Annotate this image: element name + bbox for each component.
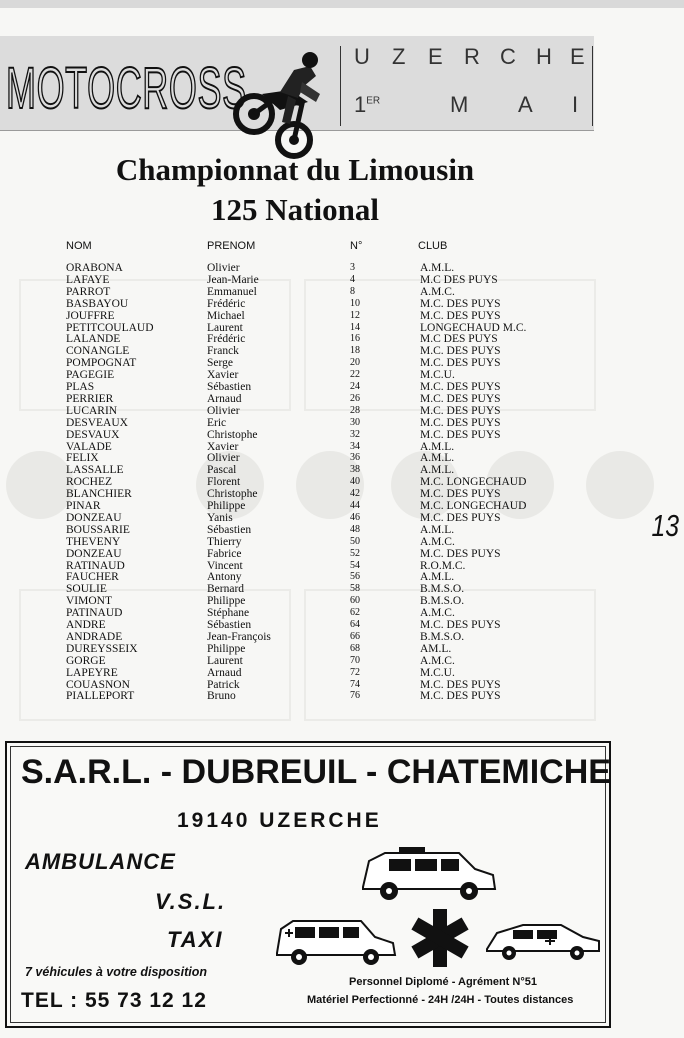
rider-number: 22 xyxy=(350,369,360,381)
ambulance-advertisement xyxy=(5,741,611,1028)
taxi-car-icon xyxy=(483,919,603,965)
rider-club: M.C. DES PUYS xyxy=(420,416,501,429)
result-row xyxy=(0,429,600,441)
rider-number: 52 xyxy=(350,547,360,559)
rider-surname: PLAS xyxy=(66,381,95,393)
rider-club: M.C DES PUYS xyxy=(420,273,498,286)
month-letter: I xyxy=(572,92,579,117)
rider-number: 66 xyxy=(350,630,360,642)
rider-club: M.C.U. xyxy=(420,666,455,679)
rider-number: 54 xyxy=(350,559,360,571)
rider-firstname: Xavier xyxy=(207,440,239,453)
rider-number: 44 xyxy=(350,500,360,511)
result-row xyxy=(0,310,600,322)
rider-number: 18 xyxy=(350,345,360,357)
result-row xyxy=(0,667,600,679)
rider-club: M.C. DES PUYS xyxy=(420,511,501,524)
result-row xyxy=(0,405,600,417)
rider-surname: RATINAUD xyxy=(66,559,125,572)
rider-firstname: Olivier xyxy=(207,404,240,417)
ad-equipment: Matériel Perfectionné - 24H /24H - Toutes distances xyxy=(307,994,574,1006)
rider-firstname: Philippe xyxy=(207,642,246,655)
rider-firstname: Christophe xyxy=(207,488,258,501)
rider-surname: POMPOGNAT xyxy=(66,357,137,370)
rider-number: 36 xyxy=(350,452,360,464)
rider-surname: ORABONA xyxy=(66,262,123,274)
rider-club: R.O.M.C. xyxy=(420,559,466,572)
rider-number: 76 xyxy=(350,690,360,702)
rider-number: 30 xyxy=(350,416,360,428)
rider-surname: DESVEAUX xyxy=(66,416,128,429)
month-letter: A xyxy=(518,92,533,117)
column-header-nom: NOM xyxy=(66,240,92,252)
rider-club: M.C. DES PUYS xyxy=(420,488,501,501)
rider-number: 50 xyxy=(350,535,360,547)
rider-club: A.M.C. xyxy=(420,654,455,667)
rider-number: 20 xyxy=(350,357,360,369)
ad-service-vsl: V.S.L. xyxy=(155,889,227,914)
result-row xyxy=(0,607,600,619)
town-name xyxy=(352,44,588,74)
page-number: 13 xyxy=(651,508,680,543)
rider-club: M.C. DES PUYS xyxy=(420,381,501,393)
rider-number: 58 xyxy=(350,583,360,595)
town-letter: Z xyxy=(392,44,406,69)
rider-club: M.C. DES PUYS xyxy=(420,619,501,631)
rider-surname: COUASNON xyxy=(66,678,130,691)
rider-number: 28 xyxy=(350,404,360,416)
rider-surname: JOUFFRE xyxy=(66,309,115,322)
ad-vehicles: 7 véhicules à votre disposition xyxy=(25,965,208,979)
rider-number: 3 xyxy=(350,262,355,273)
rider-firstname: Philippe xyxy=(207,595,246,608)
rider-club: A.M.L. xyxy=(420,262,455,274)
rider-number: 46 xyxy=(350,511,360,523)
rider-surname: FAUCHER xyxy=(66,571,119,584)
rider-club: M.C.U. xyxy=(420,369,455,382)
rider-number: 14 xyxy=(350,321,360,333)
rider-club: A.M.C. xyxy=(420,285,455,298)
rider-club: M.C. DES PUYS xyxy=(420,297,501,310)
rider-surname: CONANGLE xyxy=(66,345,130,358)
rider-firstname: Florent xyxy=(207,476,241,489)
rider-number: 68 xyxy=(350,642,360,654)
rider-number: 34 xyxy=(350,440,360,452)
rider-firstname: Frédéric xyxy=(207,297,246,310)
result-row xyxy=(0,333,600,345)
rider-number: 26 xyxy=(350,392,360,404)
rider-firstname: Arnaud xyxy=(207,392,242,405)
town-letter: U xyxy=(354,44,370,69)
result-row xyxy=(0,631,600,643)
rider-firstname: Jean-Marie xyxy=(207,273,259,286)
rider-surname: DONZEAU xyxy=(66,547,122,560)
result-row xyxy=(0,690,600,702)
result-row xyxy=(0,643,600,655)
result-row xyxy=(0,381,600,393)
ad-company-name: S.A.R.L. - DUBREUIL - CHATEMICHE xyxy=(21,753,611,791)
town-letter: C xyxy=(500,44,516,69)
rider-surname: BASBAYOU xyxy=(66,297,129,310)
vsl-car-icon xyxy=(273,913,399,973)
rider-firstname: Philippe xyxy=(207,500,246,512)
rider-surname: VALADE xyxy=(66,440,112,453)
date-suffix: ER xyxy=(366,95,381,107)
rider-number: 38 xyxy=(350,464,360,476)
rider-surname: PIALLEPORT xyxy=(66,690,135,703)
rider-number: 56 xyxy=(350,571,360,583)
rider-firstname: Patrick xyxy=(207,678,240,691)
rider-number: 72 xyxy=(350,666,360,678)
result-row xyxy=(0,595,600,607)
rider-surname: LAFAYE xyxy=(66,273,110,286)
month-letter: M xyxy=(450,92,469,117)
rider-surname: PETITCOULAUD xyxy=(66,321,154,334)
result-row xyxy=(0,345,600,357)
rider-club: M.C. DES PUYS xyxy=(420,428,501,441)
rider-firstname: Laurent xyxy=(207,321,243,334)
ambulance-car-icon xyxy=(359,843,499,909)
rider-surname: ANDRE xyxy=(66,619,106,631)
rider-club: M.C. DES PUYS xyxy=(420,404,501,417)
rider-surname: PAGEGIE xyxy=(66,369,115,382)
town-letter: H xyxy=(536,44,552,69)
ad-city: 19140 UZERCHE xyxy=(177,809,382,832)
rider-firstname: Serge xyxy=(207,357,233,370)
result-row xyxy=(0,619,600,631)
result-row xyxy=(0,393,600,405)
rider-surname: LUCARIN xyxy=(66,404,118,417)
rider-surname: ROCHEZ xyxy=(66,476,112,489)
result-row xyxy=(0,357,600,369)
rider-surname: DESVAUX xyxy=(66,428,120,441)
ad-service-taxi: TAXI xyxy=(167,927,224,952)
rider-surname: VIMONT xyxy=(66,595,112,608)
category-title: 125 National xyxy=(211,192,379,227)
ad-telephone: TEL : 55 73 12 12 xyxy=(21,989,207,1012)
rider-surname: PINAR xyxy=(66,500,101,512)
rider-firstname: Olivier xyxy=(207,452,240,465)
result-row xyxy=(0,500,600,512)
rider-club: M.C. DES PUYS xyxy=(420,678,501,691)
rider-firstname: Arnaud xyxy=(207,666,242,679)
rider-firstname: Stéphane xyxy=(207,607,250,620)
rider-surname: SOULIE xyxy=(66,583,107,596)
rider-number: 62 xyxy=(350,607,360,619)
rider-surname: PERRIER xyxy=(66,392,114,405)
column-header-club: CLUB xyxy=(418,240,448,252)
result-row xyxy=(0,571,600,583)
top-edge xyxy=(0,0,684,8)
rider-club: A.M.L. xyxy=(420,452,455,465)
result-row xyxy=(0,560,600,572)
rider-club: A.M.C. xyxy=(420,535,455,548)
rider-surname: DONZEAU xyxy=(66,511,122,524)
rider-number: 32 xyxy=(350,428,360,440)
rider-firstname: Emmanuel xyxy=(207,285,257,298)
ad-service-ambulance: AMBULANCE xyxy=(25,849,176,874)
rider-number: 42 xyxy=(350,488,360,500)
rider-club: M.C DES PUYS xyxy=(420,333,498,346)
event-date xyxy=(352,92,588,122)
result-row xyxy=(0,322,600,334)
result-row xyxy=(0,464,600,476)
rider-firstname: Bruno xyxy=(207,690,236,703)
header-divider xyxy=(340,46,341,126)
rider-number: 60 xyxy=(350,595,360,607)
rider-club: M.C. DES PUYS xyxy=(420,309,501,322)
rider-club: M.C. DES PUYS xyxy=(420,690,501,703)
rider-surname: DUREYSSEIX xyxy=(66,642,138,655)
rider-club: M.C. LONGECHAUD xyxy=(420,500,527,512)
result-row xyxy=(0,274,600,286)
rider-club: M.C. DES PUYS xyxy=(420,345,501,358)
championship-title: Championnat du Limousin xyxy=(115,152,475,187)
result-row xyxy=(0,369,600,381)
result-row xyxy=(0,536,600,548)
rider-number: 12 xyxy=(350,309,360,321)
result-row xyxy=(0,583,600,595)
result-row xyxy=(0,417,600,429)
rider-firstname: Christophe xyxy=(207,428,258,441)
rider-club: M.C. DES PUYS xyxy=(420,357,501,370)
rider-surname: PATINAUD xyxy=(66,607,123,620)
rider-surname: BOUSSARIE xyxy=(66,523,130,536)
result-row xyxy=(0,286,600,298)
rider-number: 4 xyxy=(350,273,355,285)
rider-number: 16 xyxy=(350,333,360,345)
result-row xyxy=(0,441,600,453)
rider-number: 10 xyxy=(350,297,360,309)
date-day: 1ER xyxy=(354,92,381,117)
rider-firstname: Sébastien xyxy=(207,619,252,631)
result-row xyxy=(0,452,600,464)
rider-number: 74 xyxy=(350,678,360,690)
rider-firstname: Sébastien xyxy=(207,523,252,536)
rider-club: M.C. LONGECHAUD xyxy=(420,476,527,489)
rider-firstname: Frédéric xyxy=(207,333,246,346)
rider-surname: FELIX xyxy=(66,452,99,465)
rider-number: 70 xyxy=(350,654,360,666)
star-of-life-icon xyxy=(411,907,469,969)
result-row xyxy=(0,655,600,667)
rider-surname: THEVENY xyxy=(66,535,121,548)
rider-number: 64 xyxy=(350,619,360,630)
rider-surname: LALANDE xyxy=(66,333,121,346)
result-row xyxy=(0,548,600,560)
rider-surname: ANDRADE xyxy=(66,630,123,643)
rider-club: B.M.S.O. xyxy=(420,595,465,608)
rider-club: A.M.C. xyxy=(420,607,455,620)
rider-club: A.M.L. xyxy=(420,440,455,453)
rider-firstname: Pascal xyxy=(207,464,237,477)
rider-club: A.M.L. xyxy=(420,571,455,584)
rider-club: B.M.S.O. xyxy=(420,583,465,596)
result-row xyxy=(0,512,600,524)
rider-club: LONGECHAUD M.C. xyxy=(420,321,527,334)
rider-surname: BLANCHIER xyxy=(66,488,132,501)
rider-number: 48 xyxy=(350,523,360,535)
rider-firstname: Jean-François xyxy=(207,630,271,643)
rider-firstname: Franck xyxy=(207,345,239,358)
rider-firstname: Yanis xyxy=(207,511,233,524)
rider-number: 24 xyxy=(350,381,360,392)
header-divider xyxy=(592,46,593,126)
rider-number: 8 xyxy=(350,285,355,297)
rider-club: A.M.L. xyxy=(420,523,455,536)
ad-certification: Personnel Diplomé - Agrément N°51 xyxy=(349,976,537,988)
town-letter: E xyxy=(428,44,443,69)
rider-firstname: Xavier xyxy=(207,369,239,382)
result-row xyxy=(0,488,600,500)
rider-firstname: Fabrice xyxy=(207,547,242,560)
column-header-num: N° xyxy=(350,240,363,252)
town-letter: E xyxy=(570,44,585,69)
rider-surname: LAPEYRE xyxy=(66,666,118,679)
rider-firstname: Antony xyxy=(207,571,242,584)
rider-club: A.M.L. xyxy=(420,464,455,477)
result-row xyxy=(0,298,600,310)
rider-club: M.C. DES PUYS xyxy=(420,547,501,560)
header-band xyxy=(0,36,594,131)
rider-surname: GORGE xyxy=(66,654,106,667)
rider-firstname: Michael xyxy=(207,309,245,322)
rider-firstname: Thierry xyxy=(207,535,242,548)
rider-club: M.C. DES PUYS xyxy=(420,392,501,405)
result-row xyxy=(0,262,600,274)
rider-club: B.M.S.O. xyxy=(420,630,465,643)
rider-firstname: Bernard xyxy=(207,583,245,596)
rider-surname: LASSALLE xyxy=(66,464,124,477)
town-letter: R xyxy=(464,44,480,69)
rider-club: AM.L. xyxy=(420,642,452,655)
column-header-prenom: PRENOM xyxy=(207,240,256,252)
rider-number: 40 xyxy=(350,476,360,488)
result-row xyxy=(0,476,600,488)
result-row xyxy=(0,524,600,536)
rider-firstname: Eric xyxy=(207,416,227,429)
rider-firstname: Vincent xyxy=(207,559,243,572)
rider-surname: PARROT xyxy=(66,285,111,298)
rider-firstname: Olivier xyxy=(207,262,240,274)
event-title: MOTOCROSS xyxy=(6,56,247,121)
rider-firstname: Laurent xyxy=(207,654,243,667)
result-row xyxy=(0,679,600,691)
rider-firstname: Sébastien xyxy=(207,381,252,393)
